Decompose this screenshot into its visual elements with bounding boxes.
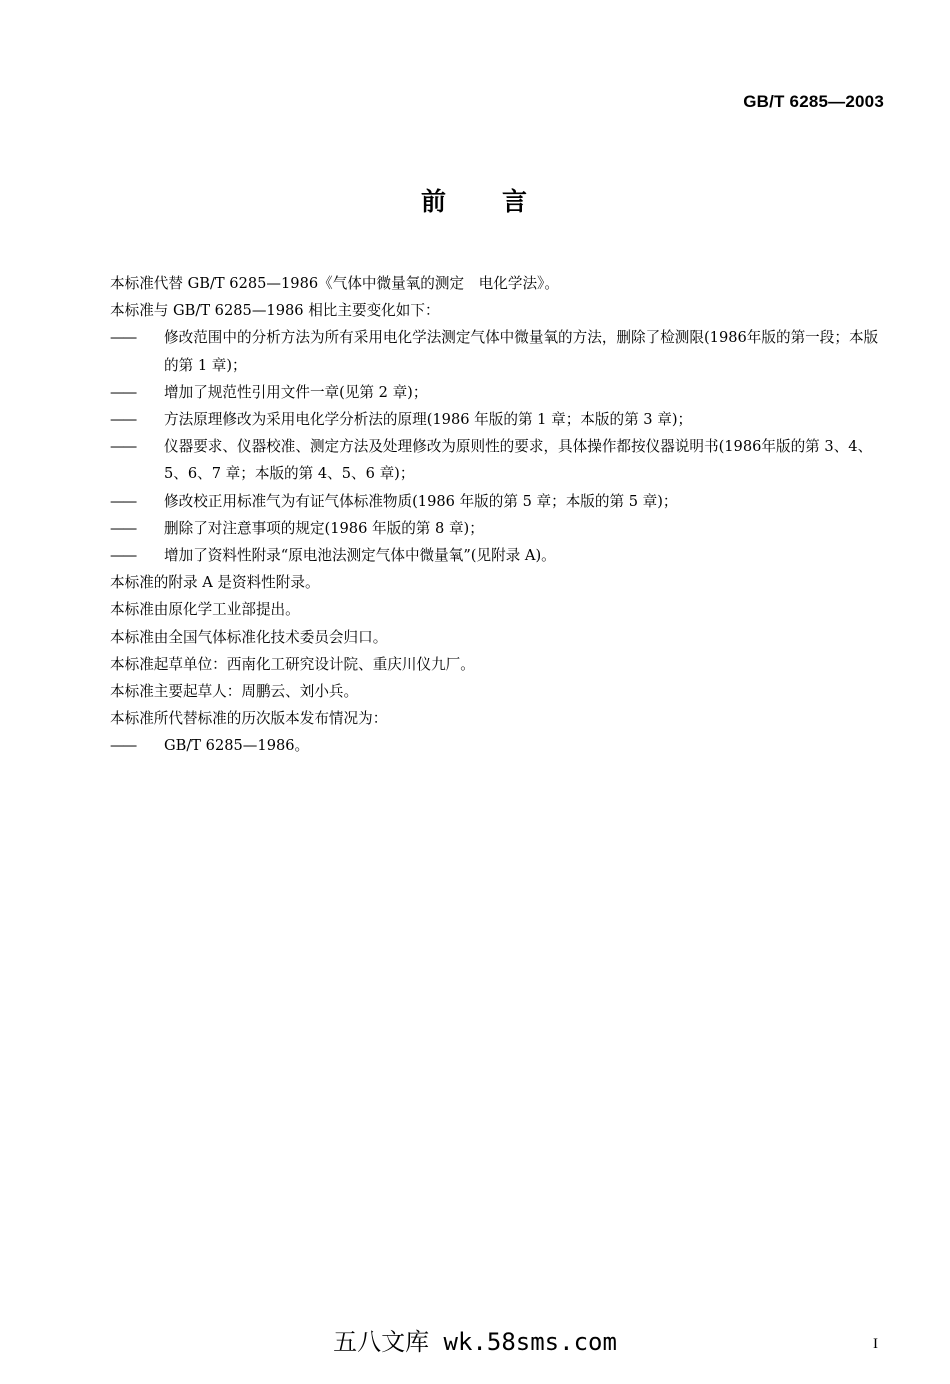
title-char-2: 言 [502, 187, 530, 216]
dash-marker: —— [110, 329, 136, 347]
change-item [110, 515, 890, 542]
change-item [110, 542, 890, 569]
standard-code: GB/T 6285—2003 [743, 92, 884, 111]
change-item [110, 379, 890, 406]
change-text: 修改校正用标准气为有证气体标准物质(1986 年版的第 5 章；本版的第 5 章)； [164, 492, 678, 510]
dash-marker: —— [110, 519, 136, 537]
dash-marker: —— [110, 411, 136, 429]
paragraph-changes-intro: 本标准与 GB/T 6285—1986 相比主要变化如下： [110, 302, 440, 320]
paragraph-proposer: 本标准由原化学工业部提出。 [110, 601, 300, 619]
history-text: GB/T 6285—1986。 [164, 737, 310, 755]
change-item [110, 324, 890, 378]
page-number: I [873, 1336, 878, 1352]
paragraph-annex: 本标准的附录 A 是资料性附录。 [110, 574, 320, 592]
change-text: 修改范围中的分析方法为所有采用电化学法测定气体中微量氧的方法，删除了检测限(1986年版的第一段；本版的第 1 章)； [164, 329, 879, 374]
dash-marker: —— [110, 438, 136, 456]
paragraph-drafters: 本标准主要起草人：周鹏云、刘小兵。 [110, 683, 359, 701]
history-item [110, 732, 890, 759]
change-item [110, 433, 890, 487]
paragraph-replaces: 本标准代替 GB/T 6285—1986《气体中微量氧的测定 电化学法》。 [110, 275, 559, 292]
dash-marker: —— [110, 737, 136, 755]
dash-marker: —— [110, 492, 136, 510]
title-char-1: 前 [420, 187, 448, 216]
change-text: 增加了规范性引用文件一章(见第 2 章)； [164, 383, 428, 401]
paragraph-history-intro: 本标准所代替标准的历次版本发布情况为： [110, 710, 388, 728]
change-item [110, 488, 890, 515]
page-title [0, 182, 950, 218]
footer-watermark: 五八文库 wk.58sms.com [333, 1328, 617, 1356]
change-text: 方法原理修改为采用电化学分析法的原理(1986 年版的第 1 章；本版的第 3 章)； [164, 411, 693, 429]
change-text: 仪器要求、仪器校准、测定方法及处理修改为原则性的要求，具体操作都按仪器说明书(1986年版的第 3、4、5、6、7 章；本版的第 4、5、6 章)； [164, 438, 873, 483]
change-item [110, 406, 890, 433]
dash-marker: —— [110, 547, 136, 565]
change-text: 删除了对注意事项的规定(1986 年版的第 8 章)； [164, 519, 484, 537]
paragraph-committee: 本标准由全国气体标准化技术委员会归口。 [110, 628, 388, 646]
dash-marker: —— [110, 383, 136, 401]
paragraph-drafting-units: 本标准起草单位：西南化工研究设计院、重庆川仪九厂。 [110, 655, 475, 673]
foreword-body [110, 270, 890, 760]
change-text: 增加了资料性附录“原电池法测定气体中微量氧”(见附录 A)。 [164, 547, 556, 565]
